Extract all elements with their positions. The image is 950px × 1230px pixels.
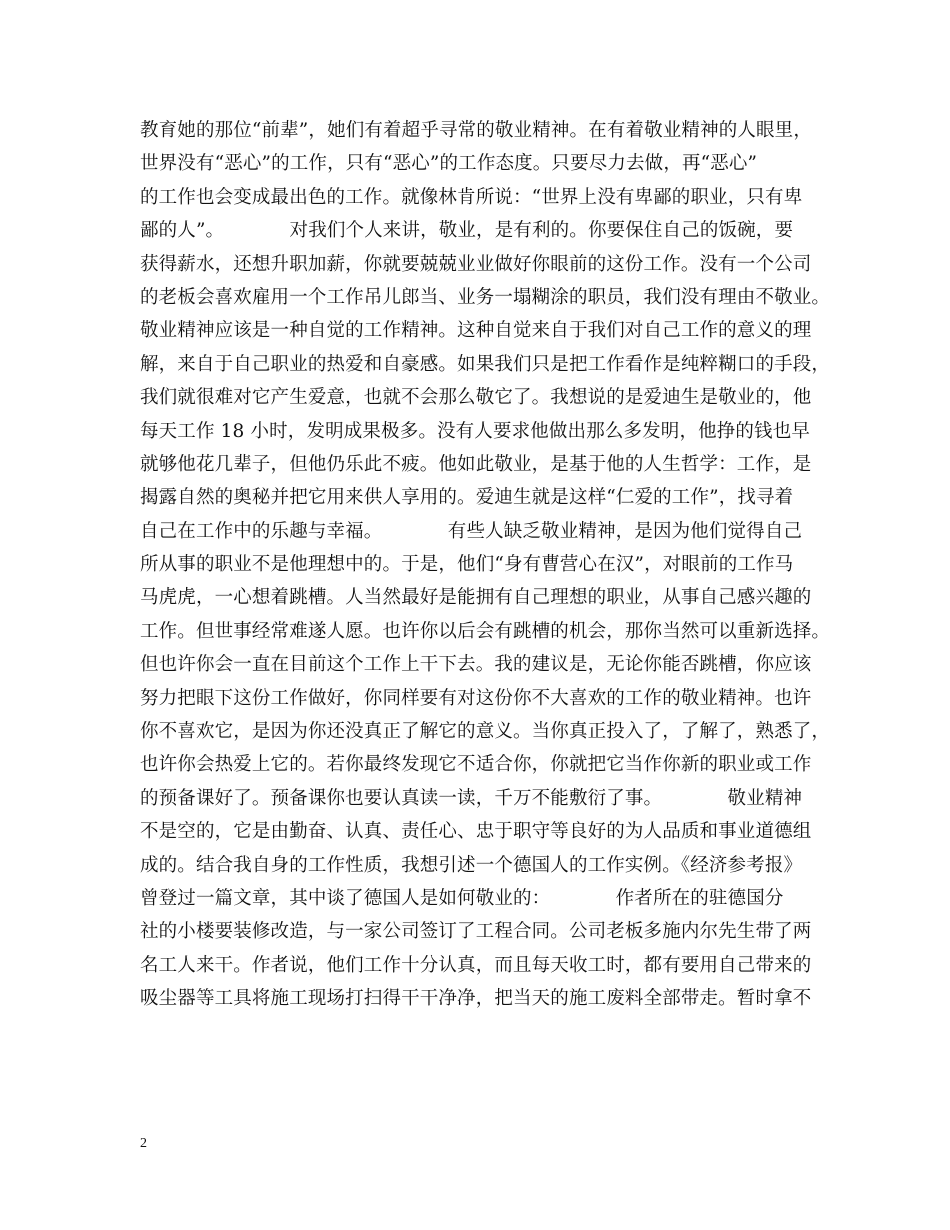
text-line: 敬业精神应该是一种自觉的工作精神。这种自觉来自于我们对自己工作的意义的理 <box>140 320 812 342</box>
text-line: 鄙的人”。 对我们个人来讲，敬业，是有利的。你要保住自己的饭碗，要 <box>140 220 794 242</box>
text-line: 获得薪水，还想升职加薪，你就要兢兢业业做好你眼前的这份工作。没有一个公司 <box>140 253 812 275</box>
text-line: 所从事的职业不是他理想中的。于是，他们“身有曹营心在汉”，对眼前的工作马 <box>140 554 794 576</box>
text-line: 工作。但世事经常难遂人愿。也许你以后会有跳槽的机会，那你当然可以重新选择。 <box>140 620 831 642</box>
text-line: 曾登过一篇文章，其中谈了德国人是如何敬业的： 作者所在的驻德国分 <box>140 887 784 909</box>
text-line: 社的小楼要装修改造，与一家公司签订了工程合同。公司老板多施内尔先生带了两 <box>140 921 812 943</box>
text-line: 也许你会热爱上它的。若你最终发现它不适合你，你就把它当作你新的职业或工作 <box>140 754 812 776</box>
text-line: 名工人来干。作者说，他们工作十分认真，而且每天收工时，都有要用自己带来的 <box>140 954 812 976</box>
text-line: 每天工作 18 小时，发明成果极多。没有人要求他做出那么多发明，他挣的钱也早 <box>140 420 811 442</box>
text-line: 解，来自于自己职业的热爱和自豪感。如果我们只是把工作看作是纯粹糊口的手段， <box>140 353 831 375</box>
text-line: 就够他花几辈子，但他仍乐此不疲。他如此敬业，是基于他的人生哲学：工作，是 <box>140 453 812 475</box>
text-line: 自己在工作中的乐趣与幸福。 有些人缺乏敬业精神，是因为他们觉得自己 <box>140 520 803 542</box>
text-line: 我们就很难对它产生爱意，也就不会那么敬它了。我想说的是爱迪生是敬业的，他 <box>140 387 812 409</box>
text-line: 吸尘器等工具将施工现场打扫得干干净净，把当天的施工废料全部带走。暂时拿不 <box>140 988 812 1010</box>
text-line: 的工作也会变成最出色的工作。就像林肯所说：“世界上没有卑鄙的职业，只有卑 <box>140 186 803 208</box>
text-line: 但也许你会一直在目前这个工作上干下去。我的建议是，无论你能否跳槽，你应该 <box>140 654 812 676</box>
text-line: 马虎虎，一心想着跳槽。人当然最好是能拥有自己理想的职业，从事自己感兴趣的 <box>140 587 812 609</box>
text-line: 揭露自然的奥秘并把它用来供人享用的。爱迪生就是这样“仁爱的工作”，找寻着 <box>140 487 794 509</box>
text-line: 教育她的那位“前辈”，她们有着超乎寻常的敬业精神。在有着敬业精神的人眼里， <box>140 120 812 141</box>
text-line: 不是空的，它是由勤奋、认真、责任心、忠于职守等良好的为人品质和事业道德组 <box>140 821 812 843</box>
text-line: 的老板会喜欢雇用一个工作吊儿郎当、业务一塌糊涂的职员，我们没有理由不敬业。 <box>140 286 831 308</box>
page-number: 2 <box>140 1136 147 1151</box>
text-line: 努力把眼下这份工作做好，你同样要有对这份你不大喜欢的工作的敬业精神。也许 <box>140 687 812 709</box>
text-line: 的预备课好了。预备课你也要认真读一读，千万不能敷衍了事。 敬业精神 <box>140 787 803 809</box>
body-text <box>140 114 830 1016</box>
text-line: 世界没有“恶心”的工作，只有“恶心”的工作态度。只要尽力去做，再“恶心” <box>140 153 758 175</box>
text-line: 成的。结合我自身的工作性质，我想引述一个德国人的工作实例。《经济参考报》 <box>140 854 803 876</box>
text-line: 你不喜欢它，是因为你还没真正了解它的意义。当你真正投入了，了解了，熟悉了， <box>140 721 831 743</box>
